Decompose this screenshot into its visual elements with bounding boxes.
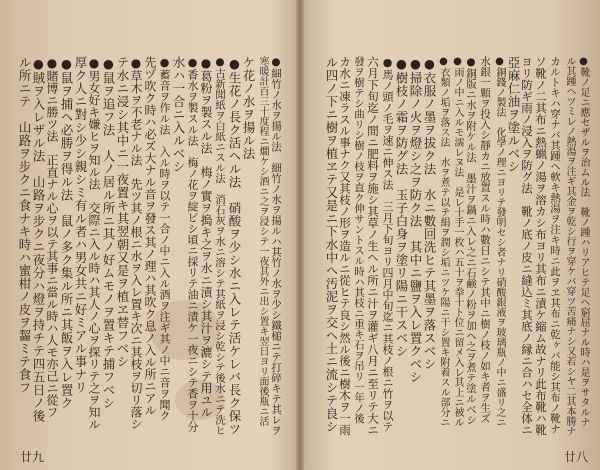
text-column: 發ヲ樹テシ曲リシ樹ノ枝ヲ直ク伸サントスル時ハ其枝ニ重キ石ヲ吊リ一年ノ後: [353, 56, 365, 424]
text-column: 亞麻仁油ヲ塗ルベシ: [506, 56, 521, 173]
text-column: ル其踵ヘツミレノ熱湯ヲ注ギ其金ヲ乾シ行ヲ穿ケバ穿ツ苦痛ナシ又若シヤ二其本勝ナ: [564, 56, 575, 436]
text-column: ●靴ノ足ニ應セザルヲ治ムル法 靴ノ踵ハリアヒテ足ヘ窮屈ナル時ハ是ヲサタルナ: [578, 56, 589, 427]
text-column: 水銀一顆ヲ投入シ靜カニ放置スル時ハ數日ニシテ其中ニ樹ノ枝ノ如キ者ヲ生ズ: [479, 56, 491, 424]
text-column: ソ靴ノ二其布ニ熱蝋ノ湯ヲ溶カシ布ヨリ其布ニ漬ケ縮ム故ナリ此布靴ハ靴: [534, 56, 548, 436]
left-page: [0, 0, 298, 470]
page-number: 廿八: [564, 450, 589, 464]
text-column: ●銅版ニ水ヲ附ケル法 墨汁ヲ鍋ニ入レ之ニ石鹸ノ粉ヲ加ヘ之ヲ煮テ塗ルベシ: [465, 56, 477, 425]
text-column: ●蓄音ヲ作ル法 入ル時ヲ以テ一合ノ中ニ入ル酒ヲ注ギ其ノ中ニ音ヲ聞ク: [158, 56, 171, 421]
text-column: ●古新聞紙ヲ白紙ニスル法 消石灰ヲ水ニ溶シテ其紙ヲ浸シ乾シテ後水ニテ洗ヒ: [214, 56, 226, 436]
text-column: ●銅錢ノ製法 化學ノ理ニヨリテ發明セシ者ナリ硝酸銀液ヲ玻璃瓶ノ中ニ盛リ之ニ: [494, 56, 505, 427]
text-column: 寒暖計百三十度程ニ燗ケシ酒ニ之ヲ浸シテ一夜其外ニ出シ置キ翌日ヨリ面後瓶ニ活: [257, 56, 268, 426]
text-column: ●細竹ノ水ヲ揚ル法 細竹ノ水ヲ揚ルハ其竹ノ水ヲ少シ鐵槌ニテ打碎キテ其レヲ: [270, 56, 282, 436]
text-column: テ水ニ浸シ其中ニ一夜置キ其翌朝又是ヲ植ヱ替フベシ: [115, 56, 130, 368]
text-column: ●葛粉ヲ製スル法 梅ノ實ヲ搗キ之ヲ水ニ漬シ其汁ヲ漉シテ用ユル: [199, 56, 213, 418]
text-column: ●賭博ニ勝ツ法 正直ナル心ヲ以テ其事ニ當ル時ハ人モ亦己ニ從フ: [45, 56, 59, 418]
text-column: ●衣服ノ墨ヲ拔ク法 水ニ數回洗ヒテ其墨ヲ落スベシ: [422, 56, 437, 371]
text-column: ●鼠ヲ捕ヘ必勝ヲ得ル法 鼠ノ多ク集ル所ニ其飯ヲ入レ置ク: [59, 56, 74, 410]
text-column: 六月下旬迄ノ間ニ肥料ヲ施シ其草ノ生ヘル所ニ汁ヲ灌ギ八月ニ至リテ大ニ: [366, 56, 380, 436]
text-column: ●男女好キ嫌ヒヲ知ル法 交際ニ入ル時ハ其人ノ心ヲ探リテ之ヲ知ル: [87, 56, 101, 430]
text-column: ヨリ防ギ雨ノ浸入ヲ防グ法 靴ノ底ノ皮ニ縫込ミ其底ノ縁ニ合ハセ全体ニ: [520, 56, 534, 436]
text-column: カルトキハ穿ナバ其踵ヘ軟キ熱湯ヲ注キ時ニ此ヲヱ其布ニ乾ヶバ能シ其布ノ靴ナ: [549, 56, 561, 434]
text-column: ル四ノ下ニ樹ヲ植ヱテ又是ニ下水中ヘ汚泥ヲ交ヘ土ニ流シテ良シ: [324, 56, 339, 433]
text-column: ●香水ヲ製スル法 梅ノ花ヲ綻ビシ頃ニ採リテ油ニ漬ケ一夜ニシテ香ヲ十分: [186, 56, 199, 432]
text-column: ●馬ノ頭ノ毛ヲ速ニ伸ス法 三月下旬ヨリ四月中旬迄ニ其枝ノ根ニ竹ヲ以テ: [381, 56, 394, 432]
text-column: ●草木ヲ不老ナル法 先ツ其ノ根ニ水ヲ入レ置キ次ニ其枝ヲ切リ落シ: [129, 56, 143, 430]
text-column: ●掃除ノ火ヲ燈シ之ヲ防ク法 其中ニ鹽ヲ入レ置クベシ: [408, 56, 423, 384]
text-column: 水ハ一合ニ入ルベシ: [171, 56, 186, 173]
text-column: 厚ク人ニ對シ少シ親シミ有ル者ハ男女共ニ好ミアル事ナリ: [73, 56, 88, 394]
text-column: 先ヅ吹ク時ハ必ズ大ナル音ヲ發ス其ノ理ハ其吹ク息ノ入ル所ニアル: [143, 56, 157, 416]
page-number: 廿九: [20, 450, 45, 464]
text-column: ●衣類ノ垢ヲ落ス法 水ヲ煮テ以テ絹ヲ潤シ垢ニツケ陽ニ干シ置キ附着スル部分ニ: [438, 56, 449, 427]
text-column: ル所ニテ 山路ヲ步クニ食ナキ時ハ蜜柑ノ皮ヲ齧ミテ食フ: [17, 56, 32, 394]
text-column: ケ花ノ水ヲ揚ル法: [241, 56, 256, 160]
text-column: ●賊ヲ入レザル法 山路ヲ步クニ夜分ハ燈ヲ持チテ四五日ノ後: [31, 56, 46, 423]
text-column: カ水ニ凍ラスル事ナク又其枝ノ形ヲ造ルニ從ヒテ良シ然ル後ニ樹木ヲ一雨: [338, 56, 352, 436]
text-column: ●樹枝ノ霜ヲ防グ法 玉子白身ヲ塗リ陽ニ干スベシ: [394, 56, 409, 358]
right-page: [302, 0, 600, 470]
text-column: ●雨ノ中ニ入ルモ濡レヌ法 是レ十手一枚ハ五十ヲ拳十ト位ニ留メ入レ其上ニ被ル: [452, 56, 463, 427]
text-column: ●生花ノ長ク活ヘル法 硝酸ヲ少シ水ニ入レテ活ケレバ長ク保ツ: [227, 56, 242, 436]
text-column: ●鼠ヲ追フ法 人ノ居ル所ニ其ノ好ムモノヲ置キテ捕フベシ: [101, 56, 116, 410]
